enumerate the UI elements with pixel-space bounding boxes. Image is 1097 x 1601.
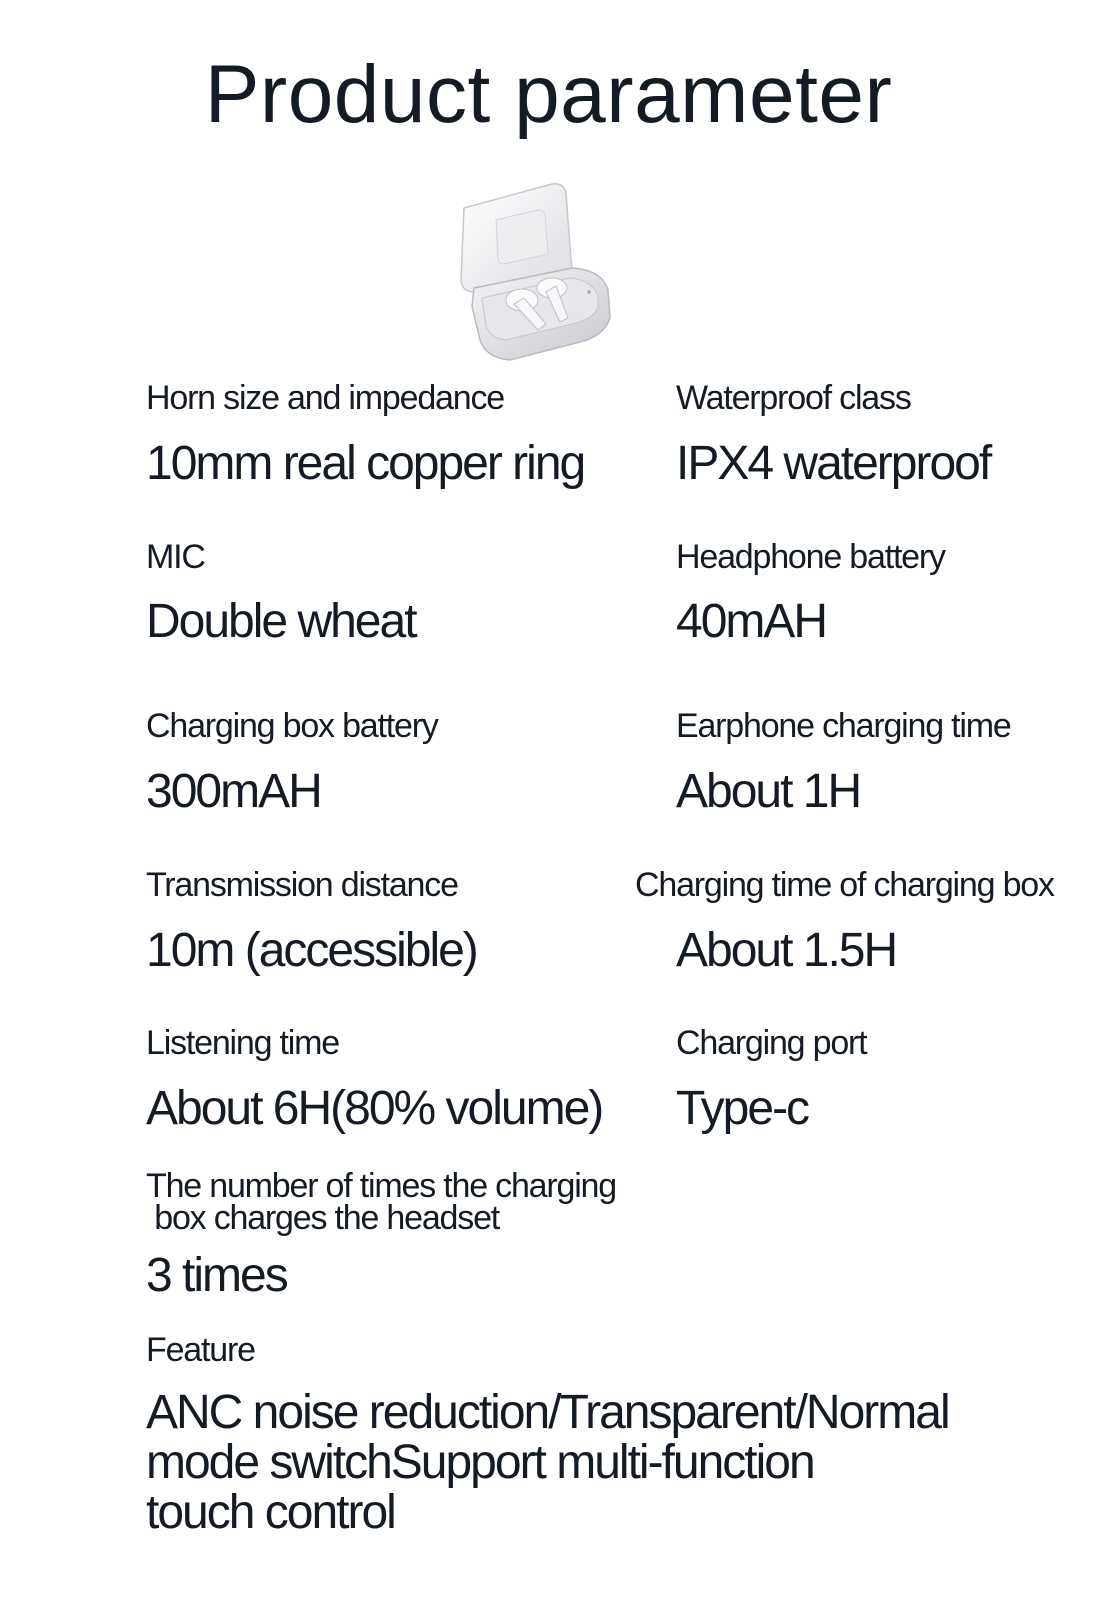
earbuds-charging-case-image (452, 180, 622, 365)
spec-value-charging-port: Type-c (676, 1082, 809, 1135)
spec-label-transmission-distance: Transmission distance (146, 866, 458, 904)
spec-value-earphone-charging-time: About 1H (676, 765, 861, 818)
spec-value-charging-box-battery: 300mAH (146, 765, 321, 818)
spec-label-charging-port: Charging port (676, 1024, 867, 1062)
spec-label-earphone-charging-time: Earphone charging time (676, 707, 1011, 745)
spec-label-charge-count (146, 1167, 646, 1237)
spec-label-feature: Feature (146, 1331, 255, 1369)
spec-value-listening-time: About 6H(80% volume) (146, 1082, 603, 1135)
spec-label-mic: MIC (146, 538, 205, 576)
spec-label-waterproof-class: Waterproof class (676, 379, 911, 417)
spec-value-horn-size: 10mm real copper ring (146, 437, 585, 490)
feature-line-3: touch control (146, 1486, 395, 1539)
spec-label-charging-box-battery: Charging box battery (146, 707, 438, 745)
spec-label-horn-size: Horn size and impedance (146, 379, 504, 417)
spec-label-charging-box-charging-time: Charging time of charging box (635, 866, 1054, 904)
spec-value-transmission-distance: 10m (accessible) (146, 924, 477, 977)
spec-value-mic: Double wheat (146, 595, 416, 648)
spec-label-charge-count-line1: The number of times the charging (146, 1167, 616, 1205)
spec-label-charge-count-line2: box charges the headset (146, 1199, 500, 1237)
feature-line-2: mode switchSupport multi-function (146, 1436, 814, 1489)
spec-label-headphone-battery: Headphone battery (676, 538, 945, 576)
spec-value-headphone-battery: 40mAH (676, 595, 827, 648)
spec-value-charge-count: 3 times (146, 1249, 287, 1302)
spec-value-charging-box-charging-time: About 1.5H (676, 924, 897, 977)
feature-line-1: ANC noise reduction/Transparent/Normal (146, 1386, 949, 1439)
spec-value-feature (146, 1388, 966, 1538)
page-title: Product parameter (204, 49, 893, 140)
spec-label-listening-time: Listening time (146, 1024, 339, 1062)
spec-value-waterproof-class: IPX4 waterproof (676, 437, 991, 490)
